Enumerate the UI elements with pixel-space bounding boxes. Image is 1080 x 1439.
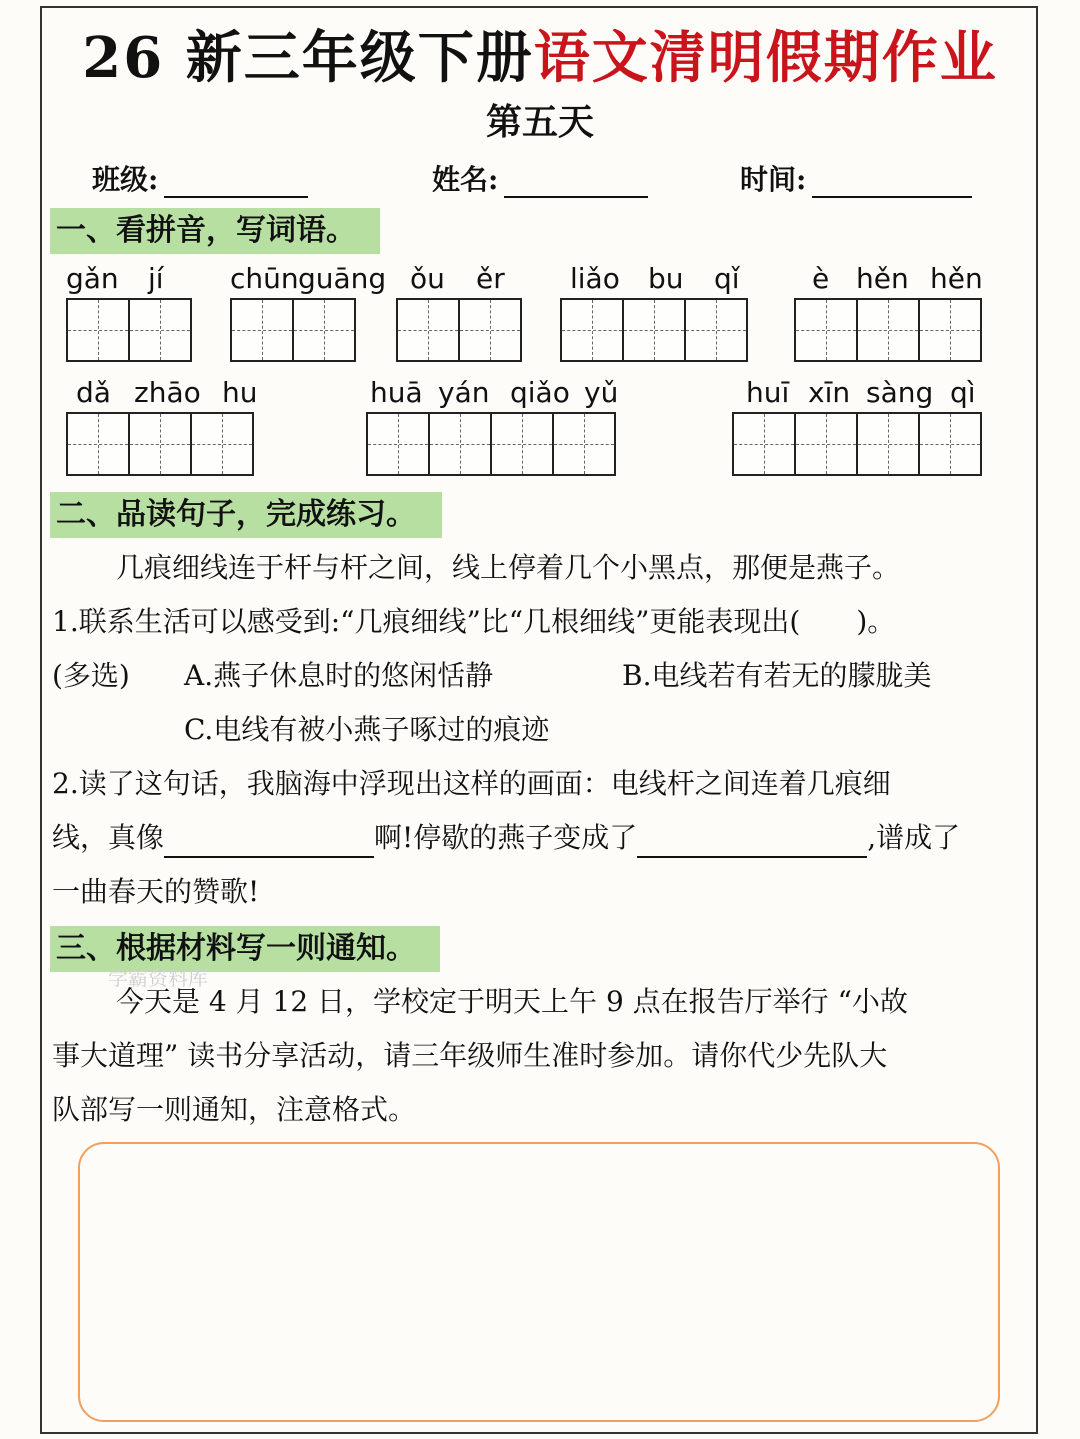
option-a[interactable]: A.燕子休息时的悠闲恬静 [184,659,494,692]
name-field [432,158,648,198]
grid-cell[interactable] [684,298,748,362]
passage-text: 几痕细线连于杆与杆之间，线上停着几个小黑点，那便是燕子。 [116,551,901,584]
section2-heading: 二、品读句子，完成练习。 [50,492,442,538]
material-line1: 今天是 4 月 12 日，学校定于明天上午 9 点在报告厅举行 “小故 [116,985,908,1018]
material-line2: 事大道理” 读书分享活动，请三年级师生准时参加。请你代少先队大 [52,1039,888,1072]
writing-grid[interactable] [366,412,616,476]
grid-cell[interactable] [918,298,982,362]
pinyin: hu [222,376,258,409]
grid-cell[interactable] [622,298,686,362]
q2-text-a: 线，真像 [52,821,165,854]
name-blank[interactable] [504,166,648,198]
question-1: 1.联系生活可以感受到:“几痕细线”比“几根细线”更能表现出( )。 [52,605,896,638]
class-field [92,158,308,198]
writing-grid[interactable] [66,412,254,476]
q2-text-b: 啊!停歇的燕子变成了 [374,821,638,854]
grid-cell[interactable] [560,298,624,362]
question-2-line1: 2.读了这句话，我脑海中浮现出这样的画面：电线杆之间连着几痕细 [52,767,891,800]
page-title [0,14,1080,94]
grid-cell[interactable] [366,412,430,476]
title-red: 语文清明假期作业 [533,25,998,91]
watermark: 学霸资料库 [108,966,208,990]
multi-select-note: (多选) [52,659,130,692]
pinyin: hěn [930,262,983,295]
writing-grid[interactable] [794,298,982,362]
grid-cell[interactable] [292,298,356,362]
pinyin: huā [370,376,423,409]
grid-cell[interactable] [918,412,982,476]
grid-cell[interactable] [190,412,254,476]
q2-text-c: ,谱成了 [867,821,961,854]
question-2-line2 [52,818,960,858]
pinyin: qì [950,376,976,409]
pinyin: bu [648,262,684,295]
question-2-line3: 一曲春天的赞歌! [52,875,260,908]
section3-heading: 三、根据材料写一则通知。 [50,926,440,972]
pinyin: è [812,262,830,295]
pinyin: ǒu [410,262,445,295]
pinyin: xīn [808,376,851,409]
grid-cell[interactable] [428,412,492,476]
material-line3: 队部写一则通知，注意格式。 [52,1093,417,1126]
time-label: 时间: [740,163,807,196]
pinyin: sàng [866,376,934,409]
grid-cell[interactable] [490,412,554,476]
pinyin: chūn [230,262,299,295]
page-subtitle: 第五天 [485,101,594,143]
grid-cell[interactable] [66,298,130,362]
option-b[interactable]: B.电线若有若无的朦胧美 [622,659,932,692]
grid-cell[interactable] [230,298,294,362]
pinyin: jí [148,262,164,295]
pinyin: gǎn [66,262,119,295]
grid-cell[interactable] [794,412,858,476]
name-label: 姓名: [432,163,499,196]
pinyin: ěr [476,262,505,295]
option-c[interactable]: C.电线有被小燕子啄过的痕迹 [184,713,550,746]
pinyin: liǎo [570,262,620,295]
answer-box[interactable] [78,1142,1000,1422]
writing-grid[interactable] [230,298,356,362]
pinyin: yǔ [584,376,619,409]
grid-cell[interactable] [66,412,130,476]
grid-cell[interactable] [856,412,920,476]
pinyin: zhāo [134,376,201,409]
writing-grid[interactable] [732,412,982,476]
grid-cell[interactable] [128,298,192,362]
grid-cell[interactable] [552,412,616,476]
grid-cell[interactable] [458,298,522,362]
writing-grid[interactable] [560,298,748,362]
grid-cell[interactable] [128,412,192,476]
title-black: 26 新三年级下册 [82,25,534,91]
time-blank[interactable] [812,166,972,198]
q2-blank-1[interactable] [164,826,374,858]
q2-blank-2[interactable] [637,826,867,858]
pinyin: qǐ [714,262,740,295]
pinyin: dǎ [76,376,111,409]
pinyin: qiǎo [510,376,570,409]
class-label: 班级: [92,163,159,196]
pinyin: hěn [856,262,909,295]
pinyin: guāng [298,262,387,295]
pinyin: huī [746,376,790,409]
grid-cell[interactable] [794,298,858,362]
writing-grid[interactable] [396,298,522,362]
class-blank[interactable] [164,166,308,198]
grid-cell[interactable] [396,298,460,362]
grid-cell[interactable] [732,412,796,476]
grid-cell[interactable] [856,298,920,362]
pinyin: yán [438,376,490,409]
section1-heading: 一、看拼音，写词语。 [50,208,380,254]
writing-grid[interactable] [66,298,192,362]
time-field [740,158,972,198]
